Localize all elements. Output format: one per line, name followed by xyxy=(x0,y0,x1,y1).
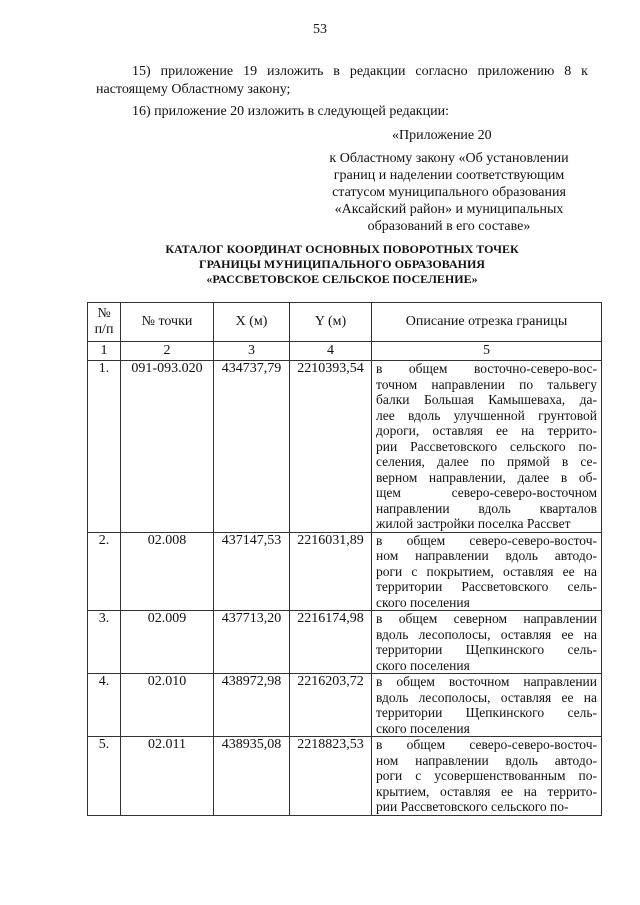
description-line: крытием, оставляя ее на террито- xyxy=(376,783,597,799)
row-x: 437713,20 xyxy=(214,611,290,674)
coordinates-table xyxy=(87,302,602,816)
row-point: 091-093.020 xyxy=(121,361,214,533)
row-description xyxy=(372,611,602,674)
row-point: 02.011 xyxy=(121,737,214,816)
catalog-title-line: КАТАЛОГ КООРДИНАТ ОСНОВНЫХ ПОВОРОТНЫХ ТОЧЕК xyxy=(165,242,519,256)
description-line: рии Рассветовского сельского по- xyxy=(376,438,597,454)
row-y: 2216174,98 xyxy=(290,611,372,674)
row-number: 5. xyxy=(88,737,121,816)
appendix-line: «Аксайский район» и муниципальных xyxy=(334,202,564,217)
description-line: дороги, оставляя ее на террито- xyxy=(376,423,597,438)
row-number: 4. xyxy=(88,674,121,737)
description-line: роги с покрытием, оставляя ее на xyxy=(376,563,597,579)
table-row xyxy=(88,532,602,611)
paragraph-item-15: 15) приложение 19 изложить в редакции согласно приложению 8 к настоящему Областному закону; xyxy=(96,64,588,97)
header-number: № п/п xyxy=(88,303,121,342)
description-line: щем северо-северо-восточном xyxy=(376,485,597,500)
description-line: ном направлении вдоль автодо- xyxy=(376,548,597,563)
row-description xyxy=(372,674,602,737)
row-x: 438935,08 xyxy=(214,737,290,816)
row-y: 2210393,54 xyxy=(290,361,372,533)
appendix-line: образований в его составе» xyxy=(367,219,531,234)
description-line: в общем северо-северо-восточ- xyxy=(376,532,597,548)
catalog-title xyxy=(96,242,588,287)
header-point: № точки xyxy=(121,303,214,342)
table-row xyxy=(88,611,602,674)
page-number: 53 xyxy=(313,22,327,37)
table-header-row xyxy=(88,303,602,342)
row-point: 02.009 xyxy=(121,611,214,674)
row-x: 434737,79 xyxy=(214,361,290,533)
description-line: в общем восточно-северо-вос- xyxy=(376,361,597,376)
description-line: рии Рассветовского сельского по- xyxy=(376,799,569,814)
description-line: жилой застройки поселка Рассвет xyxy=(376,516,571,531)
index-cell: 5 xyxy=(372,342,602,361)
row-description xyxy=(372,532,602,611)
row-y: 2216031,89 xyxy=(290,532,372,611)
description-line: территории Щепкинского сель- xyxy=(376,705,597,720)
description-line: точном направлении по тальвегу xyxy=(376,376,597,392)
description-line: территории Рассветовского сель- xyxy=(376,579,597,594)
description-line: вдоль лесополосы, оставляя ее на xyxy=(376,689,597,705)
row-description xyxy=(372,361,602,533)
description-line: ского поселения xyxy=(376,720,470,736)
description-line: роги с усовершенствованным по- xyxy=(376,768,597,783)
row-description xyxy=(372,737,602,816)
description-line: балки Большая Камышеваха, да- xyxy=(376,392,597,407)
row-number: 1. xyxy=(88,361,121,533)
description-line: лее вдоль улучшенной грунтовой xyxy=(376,407,597,423)
paragraph-item-16: 16) приложение 20 изложить в следующей редакции: xyxy=(132,104,449,119)
index-cell: 2 xyxy=(121,342,214,361)
description-line: территории Щепкинского сель- xyxy=(376,642,597,657)
header-x: X (м) xyxy=(214,303,290,342)
description-line: верном направлении, далее в об- xyxy=(376,469,597,485)
row-number: 3. xyxy=(88,611,121,674)
row-number: 2. xyxy=(88,532,121,611)
description-line: селения, далее по прямой в се- xyxy=(376,454,597,469)
index-cell: 4 xyxy=(290,342,372,361)
index-cell: 3 xyxy=(214,342,290,361)
description-line: ского поселения xyxy=(376,657,470,673)
appendix-line: к Областному закону «Об установлении xyxy=(329,151,569,166)
table-row xyxy=(88,674,602,737)
row-y: 2216203,72 xyxy=(290,674,372,737)
description-line: в общем северо-северо-восточ- xyxy=(376,737,597,752)
table-row xyxy=(88,737,602,816)
header-description: Описание отрезка границы xyxy=(372,303,602,342)
row-y: 2218823,53 xyxy=(290,737,372,816)
description-line: ном направлении вдоль автодо- xyxy=(376,752,597,768)
appendix-line: границ и наделении соответствующим xyxy=(333,168,565,183)
row-point: 02.008 xyxy=(121,532,214,611)
row-x: 437147,53 xyxy=(214,532,290,611)
description-line: направлении вдоль кварталов xyxy=(376,500,597,516)
header-y: Y (м) xyxy=(290,303,372,342)
row-x: 438972,98 xyxy=(214,674,290,737)
description-line: ского поселения xyxy=(376,594,470,610)
appendix-reference xyxy=(290,150,608,235)
table-index-row xyxy=(88,342,602,361)
appendix-title: «Приложение 20 xyxy=(392,128,492,143)
catalog-title-line: «РАССВЕТОВСКОЕ СЕЛЬСКОЕ ПОСЕЛЕНИЕ» xyxy=(206,272,478,286)
index-cell: 1 xyxy=(88,342,121,361)
description-line: вдоль лесополосы, оставляя ее на xyxy=(376,626,597,642)
appendix-line: статусом муниципального образования xyxy=(332,185,566,200)
description-line: в общем восточном направлении xyxy=(376,674,597,689)
description-line: в общем северном направлении xyxy=(376,611,597,626)
row-point: 02.010 xyxy=(121,674,214,737)
catalog-title-line: ГРАНИЦЫ МУНИЦИПАЛЬНОГО ОБРАЗОВАНИЯ xyxy=(199,257,485,271)
table-row xyxy=(88,361,602,533)
